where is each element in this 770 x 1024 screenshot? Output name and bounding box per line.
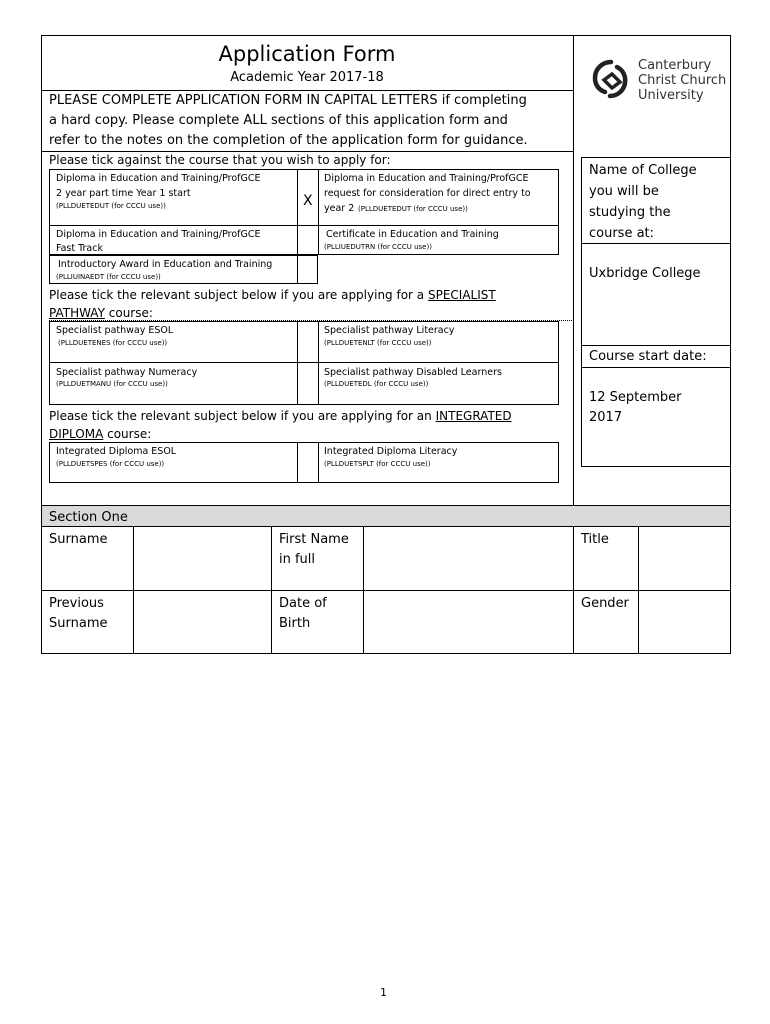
dob-label-2: Birth [279,616,311,631]
course-dip-direct-line2: request for consideration for direct entry to [324,188,531,199]
course-cert-line1: Certificate in Education and Training [326,229,499,240]
logo-text-3: University [638,88,704,103]
divider [581,345,731,346]
course-intro-checkbox[interactable] [298,256,318,284]
first-name-label-1: First Name [279,532,349,547]
integrated-course-text: course: [107,427,152,441]
specialist-course-text: course: [108,306,153,320]
course-cert-code: (PLLIUEDUTRN (for CCCU use)) [324,243,432,251]
course-intro-line1: Introductory Award in Education and Training [58,259,273,270]
integrated-esol-name: Integrated Diploma ESOL [56,446,177,457]
course-dip-direct-line1: Diploma in Education and Training/ProfGCE [324,173,529,184]
integrated-esol-code: (PLLDUETSPES (for CCCU use)) [56,460,165,468]
college-label-1: Name of College [589,163,697,178]
specialist-numeracy-code: (PLLDUETMANU (for CCCU use)) [56,380,168,388]
start-date-value-1[interactable]: 12 September [589,390,682,405]
specialist-literacy-name: Specialist pathway Literacy [324,325,455,336]
surname-label: Surname [49,532,108,547]
specialist-prompt-text: Please tick the relevant subject below if you are applying for a [49,288,425,302]
specialist-esol-checkbox[interactable] [298,322,318,362]
course-dip-fast-checkbox[interactable] [298,226,318,255]
academic-year: Academic Year 2017-18 [230,70,384,85]
page-title: Application Form [218,42,396,66]
divider [581,367,731,368]
specialist-keyword-2: PATHWAY [49,306,105,320]
college-value[interactable]: Uxbridge College [589,266,701,281]
logo-text-1: Canterbury [638,58,712,73]
specialist-numeracy-checkbox[interactable] [298,363,318,405]
title-field[interactable] [639,527,730,590]
college-label-4: course at: [589,226,655,241]
course-prompt: Please tick against the course that you wish to apply for: [49,153,391,167]
course-intro-code: (PLLIUINAEDT (for CCCU use)) [56,273,161,281]
previous-surname-label-1: Previous [49,596,104,611]
gender-field[interactable] [639,591,730,654]
university-logo [588,58,727,106]
first-name-label-2: in full [279,552,316,567]
integrated-literacy-code: (PLLDUETSPLT (for CCCU use)) [324,460,431,468]
section-one-header [42,506,730,526]
course-dip-fast-line1: Diploma in Education and Training/ProfGCE [56,229,261,240]
instruction-line-3: refer to the notes on the completion of the application form for guidance. [49,133,528,148]
divider [573,35,574,506]
logo-text-2: Christ Church [638,73,727,88]
integrated-prompt-text: Please tick the relevant subject below if you are applying for an [49,409,432,423]
page-number: 1 [380,986,387,999]
logo-emblem-icon [588,58,634,106]
specialist-disabled-code: (PLLDUETEDL (for CCCU use)) [324,380,429,388]
integrated-keyword: INTEGRATED [435,409,512,423]
first-name-field[interactable] [364,527,573,590]
college-label-2: you will be [589,184,659,199]
previous-surname-label-2: Surname [49,616,108,631]
dob-field[interactable] [364,591,573,654]
specialist-keyword: SPECIALIST [427,288,496,302]
course-dip-2yr-code: (PLLDUETEDUT (for CCCU use)) [56,202,166,210]
specialist-numeracy-name: Specialist pathway Numeracy [56,367,198,378]
divider [318,321,319,405]
integrated-prompt-line2 [49,425,151,443]
specialist-prompt-line1 [49,286,496,304]
course-dip-direct-code: (PLLDUETEDUT (for CCCU use)) [358,205,468,213]
specialist-esol-name: Specialist pathway ESOL [56,325,174,336]
divider [318,169,319,255]
integrated-literacy-name: Integrated Diploma Literacy [324,446,458,457]
integrated-keyword-2: DIPLOMA [49,427,104,441]
course-dip-direct-line3: year 2 [324,203,355,214]
course-dip-direct-mark[interactable]: X [303,193,313,209]
specialist-literacy-code: (PLLDUETENLT (for CCCU use)) [324,339,432,347]
course-dip-fast-line2: Fast Track [56,243,103,254]
college-label-3: studying the [589,205,671,220]
specialist-esol-code: (PLLDUETENES (for CCCU use)) [58,339,168,347]
course-dip-2yr-line1: Diploma in Education and Training/ProfGCE [56,173,261,184]
integrated-esol-checkbox[interactable] [298,443,318,483]
start-date-label: Course start date: [589,349,707,364]
dob-label-1: Date of [279,596,327,611]
specialist-disabled-name: Specialist pathway Disabled Learners [324,367,502,378]
gender-label: Gender [581,596,629,611]
instruction-line-2: a hard copy. Please complete ALL sections of this application form and [49,113,508,128]
course-dip-2yr-line2: 2 year part time Year 1 start [56,188,191,199]
divider [318,442,319,483]
previous-surname-field[interactable] [134,591,271,654]
integrated-prompt-line1 [49,407,512,425]
section-one-title: Section One [49,510,128,525]
start-date-value-2[interactable]: 2017 [589,410,623,425]
divider [581,243,731,244]
surname-field[interactable] [134,527,271,590]
instruction-line-1: PLEASE COMPLETE APPLICATION FORM IN CAPITAL LETTERS if completing [49,93,527,108]
title-label: Title [581,532,609,547]
